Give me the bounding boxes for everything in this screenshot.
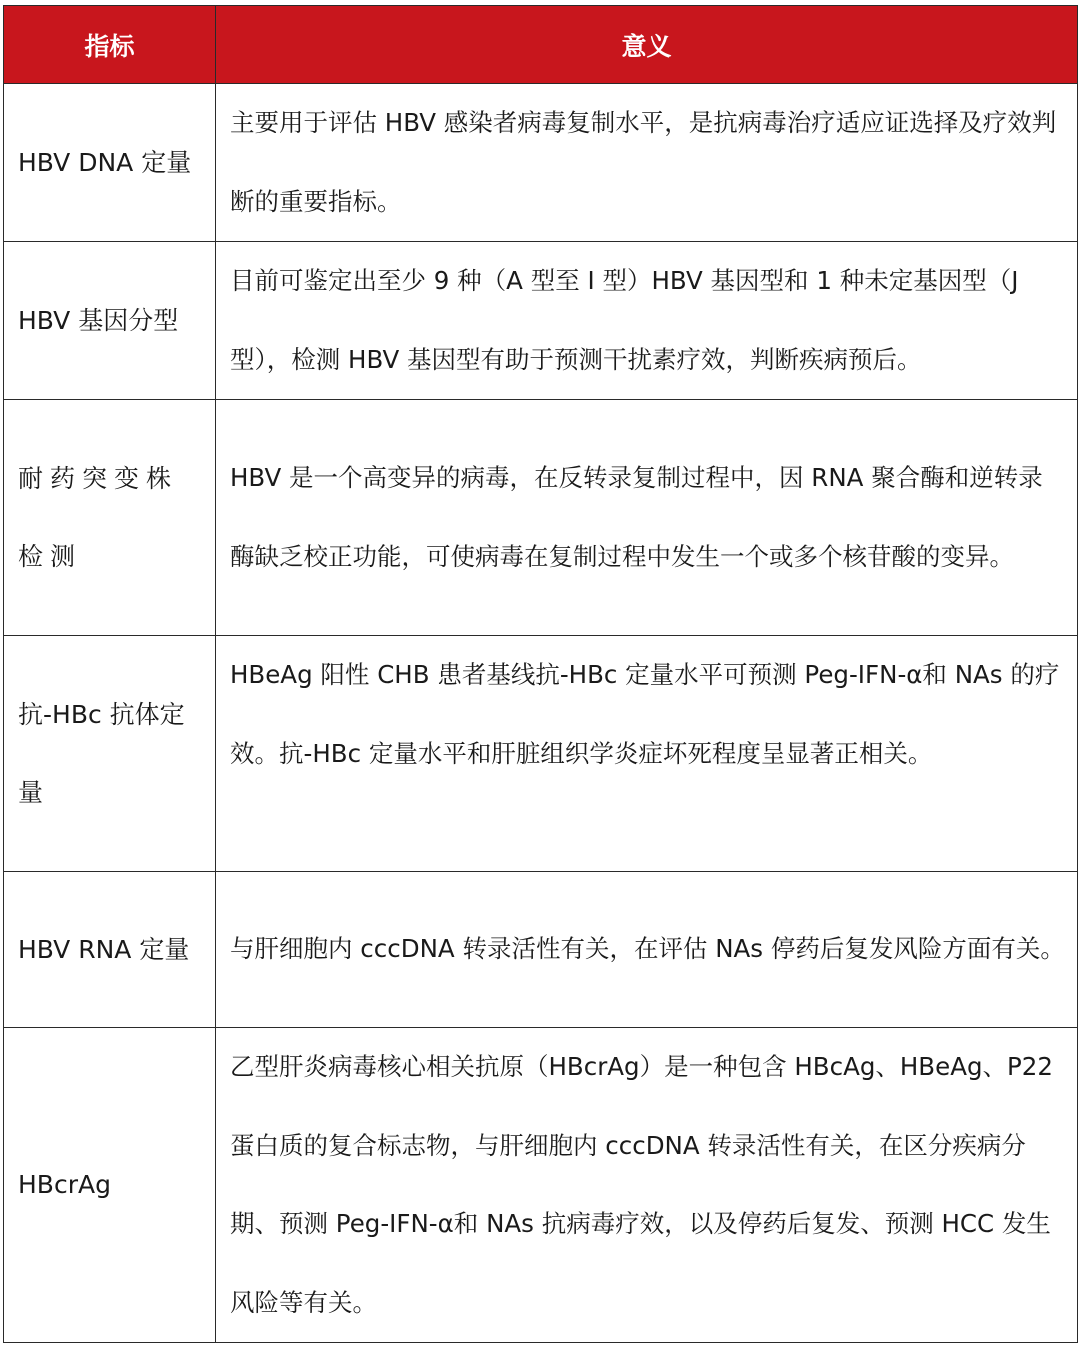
meaning-cell xyxy=(216,636,1078,872)
indicator-label: 抗-HBc 抗体定量 xyxy=(18,699,185,807)
table-header-row xyxy=(4,6,1078,84)
indicator-cell xyxy=(4,636,216,872)
table-row xyxy=(4,400,1078,636)
indicator-label: HBV RNA 定量 xyxy=(18,934,190,964)
indicator-cell xyxy=(4,400,216,636)
meaning-cell xyxy=(216,242,1078,400)
indicator-table-container xyxy=(3,5,1077,1343)
indicator-label: HBV 基因分型 xyxy=(18,305,179,335)
indicator-cell xyxy=(4,872,216,1028)
meaning-text: HBeAg 阳性 CHB 患者基线抗-HBc 定量水平可预测 Peg-IFN-α和 NAs 的疗效。抗-HBc 定量水平和肝脏组织学炎症坏死程度呈显著正相关。 xyxy=(230,660,1060,768)
meaning-cell xyxy=(216,400,1078,636)
indicator-label: HBcrAg xyxy=(18,1170,111,1199)
table-row xyxy=(4,636,1078,872)
indicator-cell xyxy=(4,1028,216,1343)
meaning-text: 主要用于评估 HBV 感染者病毒复制水平，是抗病毒治疗适应证选择及疗效判断的重要指标。 xyxy=(230,108,1057,216)
meaning-cell xyxy=(216,84,1078,242)
meaning-text: 目前可鉴定出至少 9 种（A 型至 I 型）HBV 基因型和 1 种未定基因型（J 型），检测 HBV 基因型有助于预测干扰素疗效，判断疾病预后。 xyxy=(230,266,1019,374)
header-meaning: 意义 xyxy=(216,6,1078,84)
table-row xyxy=(4,84,1078,242)
indicator-cell xyxy=(4,242,216,400)
indicator-label: HBV DNA 定量 xyxy=(18,147,192,177)
meaning-cell xyxy=(216,872,1078,1028)
table-row xyxy=(4,242,1078,400)
table-row xyxy=(4,872,1078,1028)
table-row xyxy=(4,1028,1078,1343)
meaning-text: 乙型肝炎病毒核心相关抗原（HBcrAg）是一种包含 HBcAg、HBeAg、P22 蛋白质的复合标志物，与肝细胞内 cccDNA 转录活性有关，在区分疾病分期、预测 Peg-IFN-α和 NAs 抗病毒疗效，以及停药后复发、预测 HCC 发生风险等有关。 xyxy=(230,1052,1053,1317)
meaning-text: HBV 是一个高变异的病毒，在反转录复制过程中，因 RNA 聚合酶和逆转录酶缺乏校正功能，可使病毒在复制过程中发生一个或多个核苷酸的变异。 xyxy=(230,463,1043,571)
meaning-text: 与肝细胞内 cccDNA 转录活性有关，在评估 NAs 停药后复发风险方面有关。 xyxy=(230,934,1065,964)
indicator-cell xyxy=(4,84,216,242)
indicator-label: 耐药突变株检测 xyxy=(18,463,179,571)
hbv-indicator-table xyxy=(3,5,1078,1343)
meaning-cell xyxy=(216,1028,1078,1343)
header-indicator: 指标 xyxy=(4,6,216,84)
